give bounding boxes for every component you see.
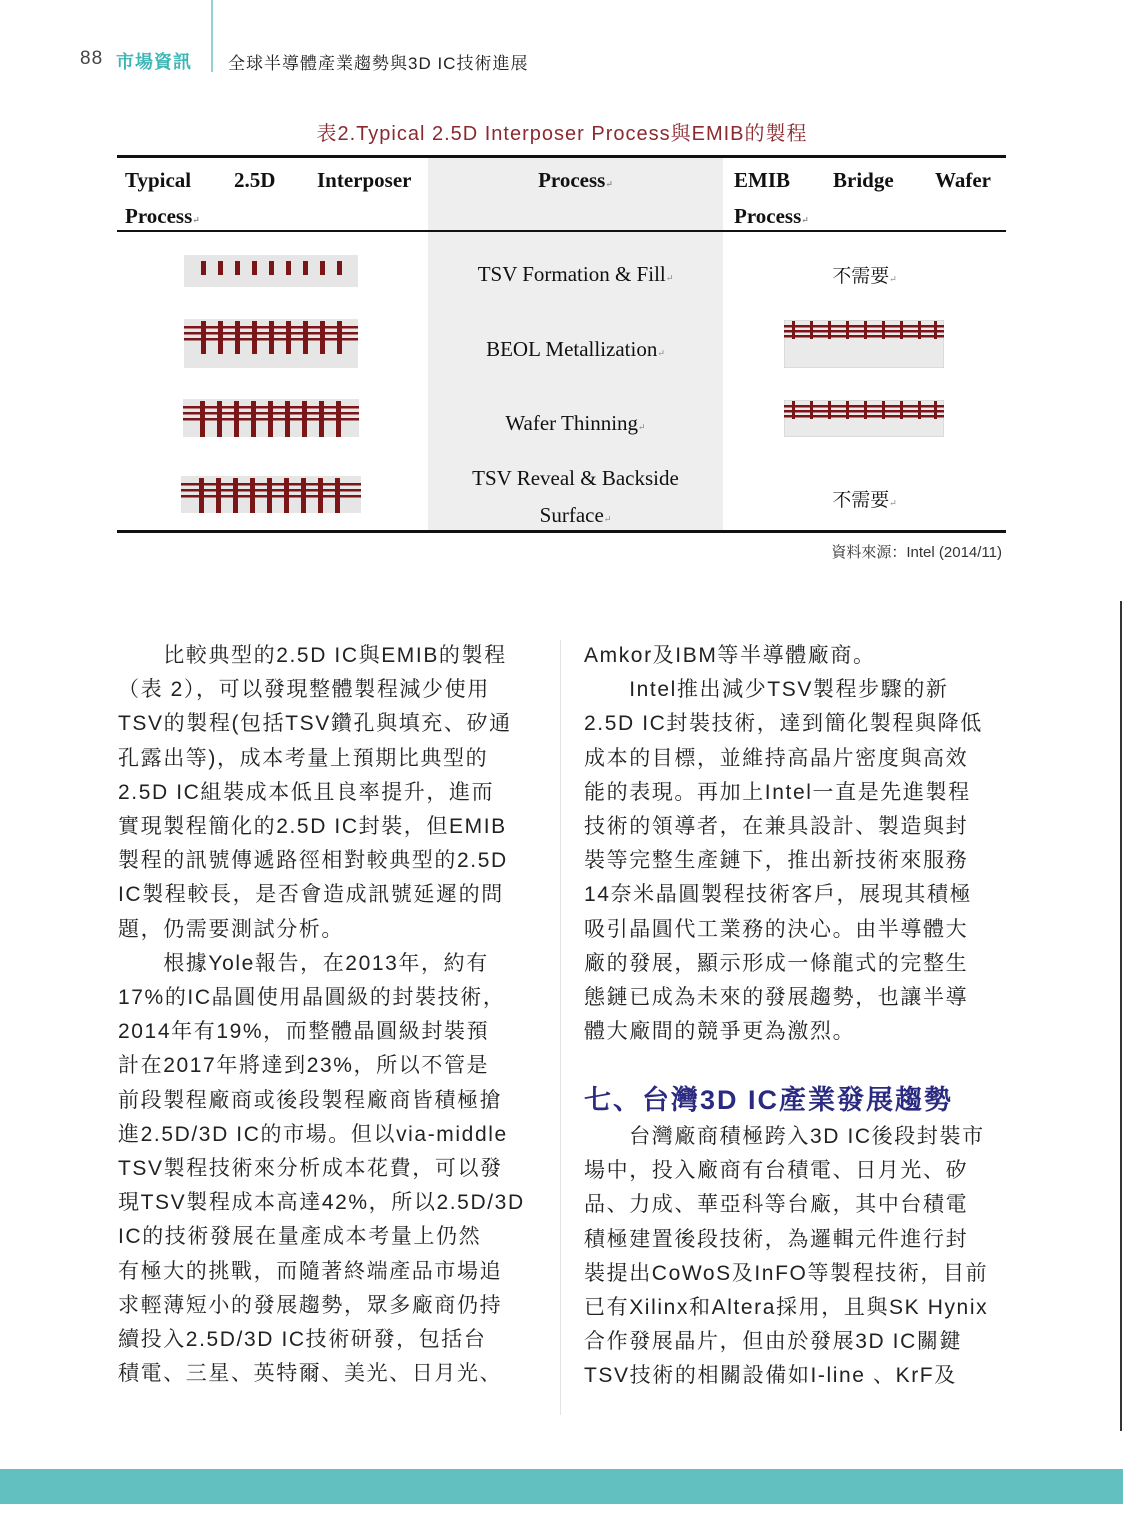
text-line: 計在2017年將達到23%，所以不管是 (118, 1054, 490, 1078)
tsv-only-diagram (184, 255, 358, 287)
text-line: 製程的訊號傳遞路徑相對較典型的2.5D (118, 849, 508, 873)
section-label: 市場資訊 (116, 52, 192, 72)
table-caption: 表2.Typical 2.5D Interposer Process與EMIB的製程 (316, 123, 808, 145)
text-line: 廠的發展，顯示形成一條龍式的完整生 (584, 951, 969, 975)
text-line: 14奈米晶圓製程技術客戶，展現其積極 (584, 883, 973, 907)
table-source-note: 資料來源：Intel (2014/11) (831, 544, 1002, 561)
header-col3-word3: Wafer (935, 168, 991, 192)
text-line: 裝等完整生產鏈下，推出新技術來服務 (584, 849, 969, 873)
text-line: 態鏈已成為未來的發展趨勢，也讓半導 (584, 986, 969, 1010)
header-col3-line2: Process↵ (734, 204, 809, 228)
right-column-text (584, 639, 1006, 1049)
text-line: 2.5D IC組裝成本低且良率提升，進而 (118, 780, 495, 804)
text-line: 現TSV製程成本高達42%，所以2.5D/3D (118, 1191, 525, 1215)
header-col1-word2: 2.5D (234, 168, 276, 192)
page-edge-line (1120, 601, 1122, 1431)
page-number: 88 (80, 48, 104, 69)
text-line: 合作發展晶片，但由於發展3D IC關鍵 (584, 1330, 963, 1354)
text-line: 比較典型的2.5D IC與EMIB的製程 (118, 644, 507, 667)
thinned-diagram (183, 399, 359, 437)
header-divider (211, 0, 213, 72)
text-line: 進2.5D/3D IC的市場。但以via-middle (118, 1122, 508, 1146)
process-row-4-line1: TSV Reveal & Backside (472, 466, 679, 490)
text-line: 續投入2.5D/3D IC技術研發，包括台 (118, 1328, 487, 1352)
header-col1-line2: Process↵ (125, 204, 200, 228)
text-line: 體大廠間的競爭更為激烈。 (584, 1020, 856, 1044)
text-line: TSV技術的相關設備如I-line 、KrF及 (584, 1364, 957, 1388)
section-heading: 七、台灣3D IC產業發展趨勢 (584, 1085, 954, 1115)
text-line: 實現製程簡化的2.5D IC封裝，但EMIB (118, 815, 507, 839)
emib-row-4-not-needed: 不需要↵ (832, 489, 897, 511)
text-line: 2014年有19%，而整體晶圓級封裝預 (118, 1020, 490, 1044)
footer-band (0, 1469, 1123, 1504)
column-divider (560, 640, 561, 1415)
text-line: （表 2），可以發現整體製程減少使用 (118, 678, 490, 702)
text-line: 積極建置後段技術，為邏輯元件進行封 (584, 1227, 969, 1251)
text-line: TSV的製程(包括TSV鑽孔與填充、矽通 (118, 712, 512, 736)
text-line: 吸引晶圓代工業務的決心。由半導體大 (584, 917, 969, 941)
reveal-diagram (181, 476, 361, 513)
text-line: Intel推出減少TSV製程步驟的新 (584, 678, 949, 702)
text-line: IC製程較長，是否會造成訊號延遲的問 (118, 883, 504, 907)
process-row-4-line2: Surface (539, 503, 604, 527)
header-col3-word1: EMIB (734, 168, 791, 192)
text-line: Amkor及IBM等半導體廠商。 (584, 644, 876, 667)
text-line: 台灣廠商積極跨入3D IC後段封裝市 (584, 1125, 985, 1148)
left-column-text (118, 639, 538, 1391)
process-row-3: Wafer Thinning↵ (505, 411, 646, 435)
process-row-4: TSV Reveal & Backside Surface↵ (472, 466, 679, 527)
emib-beol-diagram (784, 320, 944, 368)
table-header-rule (117, 230, 1006, 232)
text-line: 求輕薄短小的發展趨勢，眾多廠商仍持 (118, 1293, 503, 1317)
emib-row-1-not-needed: 不需要↵ (832, 265, 897, 287)
text-line: 有極大的挑戰，而隨著終端產品市場追 (118, 1259, 503, 1283)
header-col1-word3: Interposer (317, 168, 412, 192)
text-line: 2.5D IC封裝技術，達到簡化製程與降低 (584, 712, 983, 736)
text-line: 成本的目標，並維持高晶片密度與高效 (584, 746, 969, 770)
text-line: 前段製程廠商或後段製程廠商皆積極搶 (118, 1088, 503, 1112)
text-line: TSV製程技術來分析成本花費，可以發 (118, 1157, 503, 1181)
text-line: 孔露出等)，成本考量上預期比典型的 (118, 746, 489, 770)
header-col1-word1: Typical (125, 168, 192, 192)
running-title: 全球半導體產業趨勢與3D IC技術進展 (228, 54, 529, 73)
text-line: 已有Xilinx和Altera採用，且與SK Hynix (584, 1296, 989, 1320)
text-line: 裝提出CoWoS及InFO等製程技術，目前 (584, 1261, 989, 1285)
tsv-via-group (201, 261, 342, 275)
text-line: 品、力成、華亞科等台廠，其中台積電 (584, 1193, 969, 1217)
text-line: 根據Yole報告，在2013年，約有 (118, 951, 489, 975)
text-line: 能的表現。再加上Intel一直是先進製程 (584, 780, 971, 804)
text-line: 17%的IC晶圓使用晶圓級的封裝技術， (118, 986, 506, 1010)
text-line: IC的技術發展在量產成本考量上仍然 (118, 1225, 482, 1249)
text-line: 場中，投入廠商有台積電、日月光、矽 (584, 1159, 969, 1183)
right-column-text-2 (584, 1120, 1006, 1394)
emib-thinned-diagram (784, 400, 944, 437)
header-col3-word2: Bridge (833, 168, 894, 192)
text-line: 題，仍需要測試分析。 (118, 917, 344, 941)
beol-diagram (184, 319, 358, 368)
text-line: 技術的領導者，在兼具設計、製造與封 (584, 815, 969, 839)
text-line: 積電、三星、英特爾、美光、日月光、 (118, 1362, 503, 1386)
table-top-rule (117, 155, 1006, 158)
process-row-1: TSV Formation & Fill↵ (477, 262, 674, 286)
process-comparison-table (117, 155, 1006, 533)
process-row-2: BEOL Metallization↵ (486, 337, 665, 361)
header-col2: Process↵ (538, 168, 613, 192)
